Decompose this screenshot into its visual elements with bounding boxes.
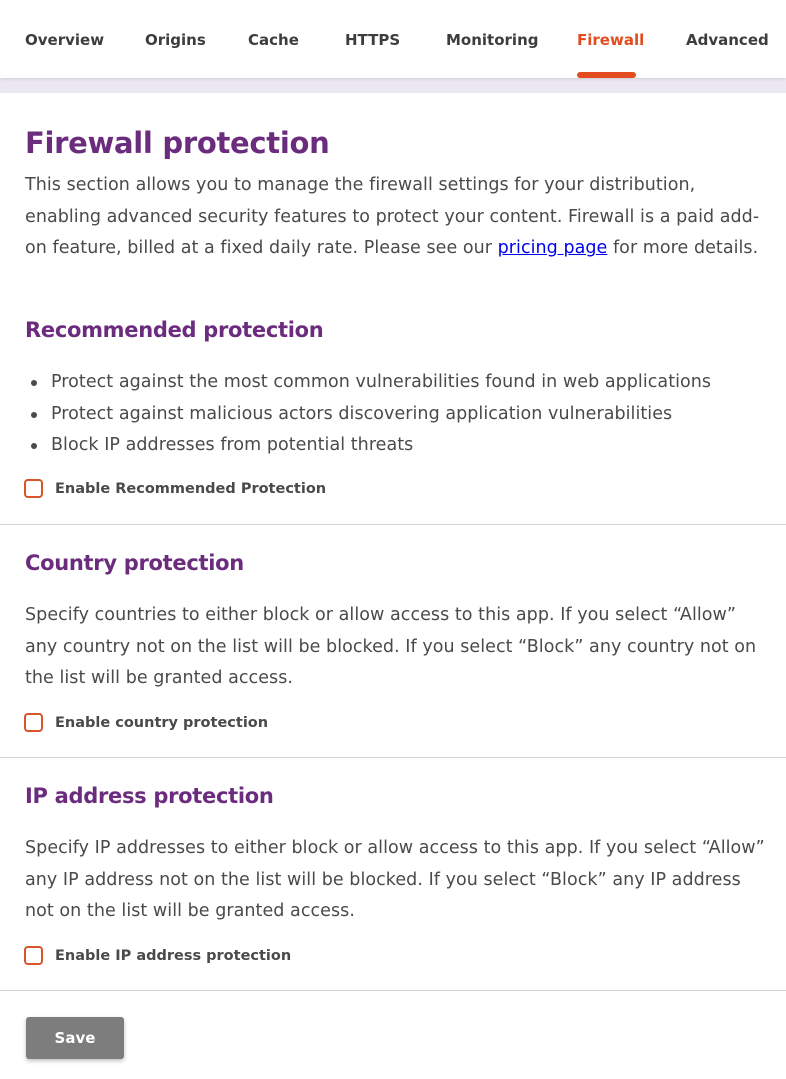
active-tab-indicator: [577, 72, 636, 78]
tab-firewall[interactable]: Firewall: [577, 31, 645, 49]
page-title: Firewall protection: [25, 126, 330, 160]
country-description: Specify countries to either block or allow access to this app. If you select “Allow” any country not on the list will be blocked. If you select “Block” any country not on the list will be granted access.: [25, 605, 757, 689]
bullet-icon: [31, 380, 37, 386]
country-protection-toggle[interactable]: [24, 713, 268, 732]
bullet-icon: [31, 443, 37, 449]
ip-protection-label: Enable IP address protection: [55, 947, 292, 964]
country-protection-label: Enable country protection: [55, 714, 269, 731]
ip-description: Specify IP addresses to either block or allow access to this app. If you select “Allow” any IP address not on the list will be blocked. If you select “Block” any IP address not on the list will be granted access.: [25, 838, 765, 922]
tab-cache[interactable]: Cache: [248, 31, 299, 49]
list-item: Block IP addresses from potential threats: [25, 430, 711, 462]
tab-origins[interactable]: Origins: [145, 31, 206, 49]
recommended-protection-toggle[interactable]: [24, 479, 326, 498]
ip-protection-checkbox[interactable]: [24, 946, 43, 965]
recommended-protection-label: Enable Recommended Protection: [55, 480, 327, 497]
ip-section: [0, 758, 786, 990]
tab-advanced[interactable]: Advanced: [686, 31, 769, 49]
recommended-title: Recommended protection: [25, 318, 324, 342]
tab-https[interactable]: HTTPS: [345, 31, 401, 49]
list-item: Protect against malicious actors discovering application vulnerabilities: [25, 399, 711, 431]
ip-protection-toggle[interactable]: [24, 946, 291, 965]
recommended-section: [0, 93, 786, 524]
bullet-icon: [31, 412, 37, 418]
header-band: [0, 78, 786, 93]
save-button[interactable]: Save: [26, 1017, 124, 1059]
list-item: Protect against the most common vulnerabilities found in web applications: [25, 367, 711, 399]
tab-monitoring[interactable]: Monitoring: [446, 31, 539, 49]
recommended-bullets: [25, 367, 711, 462]
country-section: [0, 525, 786, 757]
tab-overview[interactable]: Overview: [25, 31, 105, 49]
intro-text: This section allows you to manage the firewall settings for your distribution, enabling advanced security features to protect your content. Firewall is a paid add-on feature, billed at a fixed daily rate. Please see our pricing page for more details.: [25, 175, 760, 259]
ip-title: IP address protection: [25, 784, 274, 808]
recommended-protection-checkbox[interactable]: [24, 479, 43, 498]
pricing-page-link[interactable]: pricing page: [497, 238, 608, 259]
tab-bar: [0, 0, 786, 78]
section-divider: [0, 990, 786, 991]
country-protection-checkbox[interactable]: [24, 713, 43, 732]
country-title: Country protection: [25, 551, 244, 575]
